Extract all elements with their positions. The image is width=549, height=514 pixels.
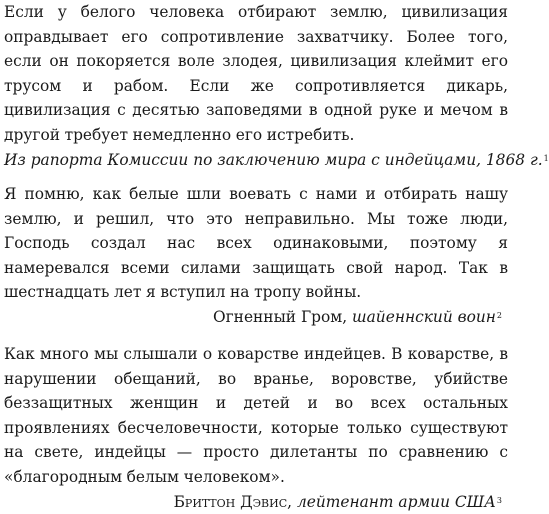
quote-attribution [4,148,549,173]
attribution-description: лейтенант армии США [296,492,496,511]
quote-block [4,342,508,514]
quote-block [4,182,508,330]
attribution-author: Бриттон Дэвис, [173,492,293,511]
quote-text: Как много мы слышали о коварстве индейцев. В коварстве, в нарушении обещаний, во вранье, воровстве, убийстве беззащитных женщин и детей и во всех остальных проявлениях бесчеловечности, которые только существуют на свете, индейцы — просто дилетанты по сравнению с «благородным белым человеком». [4,345,508,486]
quote-attribution [4,490,508,514]
quote-text: Если у белого человека отбирают землю, цивилизация оправдывает его сопротивление захватчику. Более того, если он покоряется воле злодея, цивилизация клеймит его трусом и рабом. Если же сопротивляется дикарь, цивилизация с десятью заповедями в одной руке и мечом в другой требует немедленно его истребить. [4,3,508,144]
footnote-marker: 1 [543,153,549,163]
quote-block [4,0,549,172]
footnote-marker: 2 [496,310,502,320]
attribution-description: Из рапорта Комиссии по заключению мира с индейцами, 1868 г. [4,150,543,169]
attribution-description: шайеннский воин [352,307,496,326]
quote-attribution [4,305,508,330]
footnote-marker: 3 [496,495,502,505]
quote-text: Я помню, как белые шли воевать с нами и отбирать нашу землю, и решил, что это неправильно. Мы тоже люди, Господь создал нас всех одинаковыми, поэтому я намеревался всеми силами защищать свой народ. Так в шестнадцать лет я вступил на тропу войны. [4,185,508,302]
attribution-author: Огненный Гром, [213,307,348,326]
